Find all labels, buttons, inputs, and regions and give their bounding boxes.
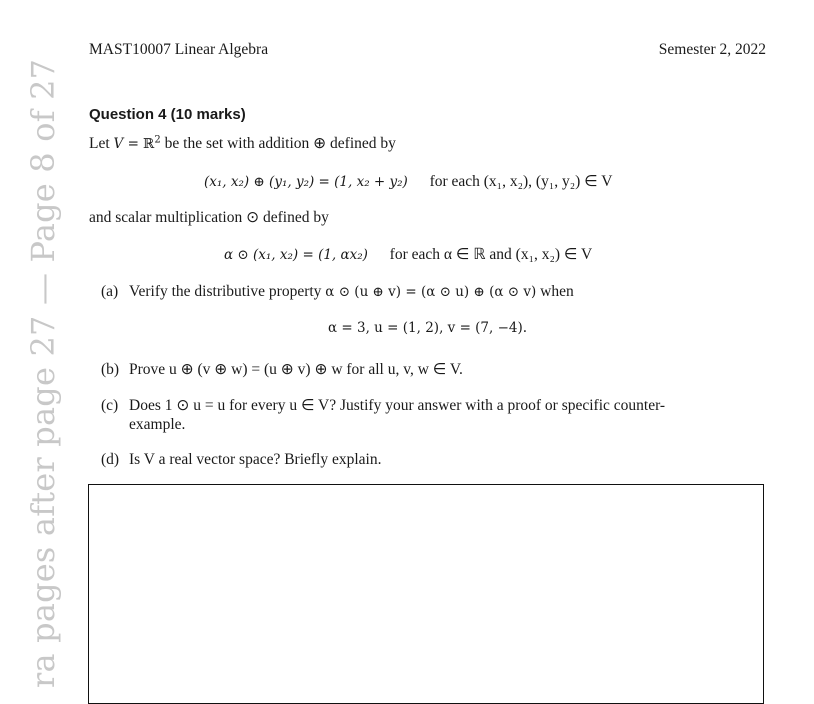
part-a-label: (a)	[101, 283, 119, 300]
intro-post: be the set with addition ⊕ defined by	[160, 135, 396, 152]
part-c-line2: example.	[129, 416, 186, 433]
part-b-text: Prove u ⊕ (v ⊕ w) = (u ⊕ v) ⊕ w for all u, v, w ∈ V.	[129, 361, 463, 378]
addition-condition: for each (x₁, x₂), (y₁, y₂) ∈ V	[429, 173, 613, 190]
addition-definition	[204, 172, 612, 191]
part-c	[101, 396, 665, 415]
question-title: Question 4 (10 marks)	[89, 106, 246, 123]
scalar-definition	[224, 245, 592, 264]
scalar-condition: for each α ∈ ℝ and (x₁, x₂) ∈ V	[389, 246, 593, 263]
part-a-formula: α ⊙ (u ⊕ v) = (α ⊙ u) ⊕ (α ⊙ v)	[325, 284, 537, 300]
set-definition: V = ℝ$^2$	[113, 134, 161, 152]
part-d-label: (d)	[101, 451, 120, 468]
page-stamp: ra pages after page 27 — Page 8 of 27	[24, 58, 62, 688]
scalar-intro: and scalar multiplication ⊙ defined by	[89, 209, 329, 226]
part-a-text-pre: Verify the distributive property	[129, 283, 326, 300]
course-title: MAST10007 Linear Algebra	[89, 41, 269, 58]
part-c-label: (c)	[101, 397, 119, 414]
part-b	[101, 360, 463, 379]
part-a-text-post: when	[536, 283, 574, 300]
semester-label: Semester 2, 2022	[658, 41, 766, 58]
addition-formula: (x₁, x₂) ⊕ (y₁, y₂) = (1, x₂ + y₂)	[204, 174, 408, 190]
scalar-formula: α ⊙ (x₁, x₂) = (1, αx₂)	[224, 247, 368, 263]
part-a-values: α = 3, u = (1, 2), v = (7, −4).	[328, 320, 528, 336]
part-d-text: Is V a real vector space? Briefly explain.	[129, 451, 382, 468]
part-c-line1: Does 1 ⊙ u = u for every u ∈ V? Justify your answer with a proof or specific counter-	[129, 397, 666, 414]
answer-box[interactable]	[88, 484, 764, 704]
part-d	[101, 451, 382, 469]
part-a	[101, 283, 574, 301]
question-intro	[89, 134, 396, 153]
part-b-label: (b)	[101, 361, 120, 378]
intro-pre: Let	[89, 135, 114, 152]
